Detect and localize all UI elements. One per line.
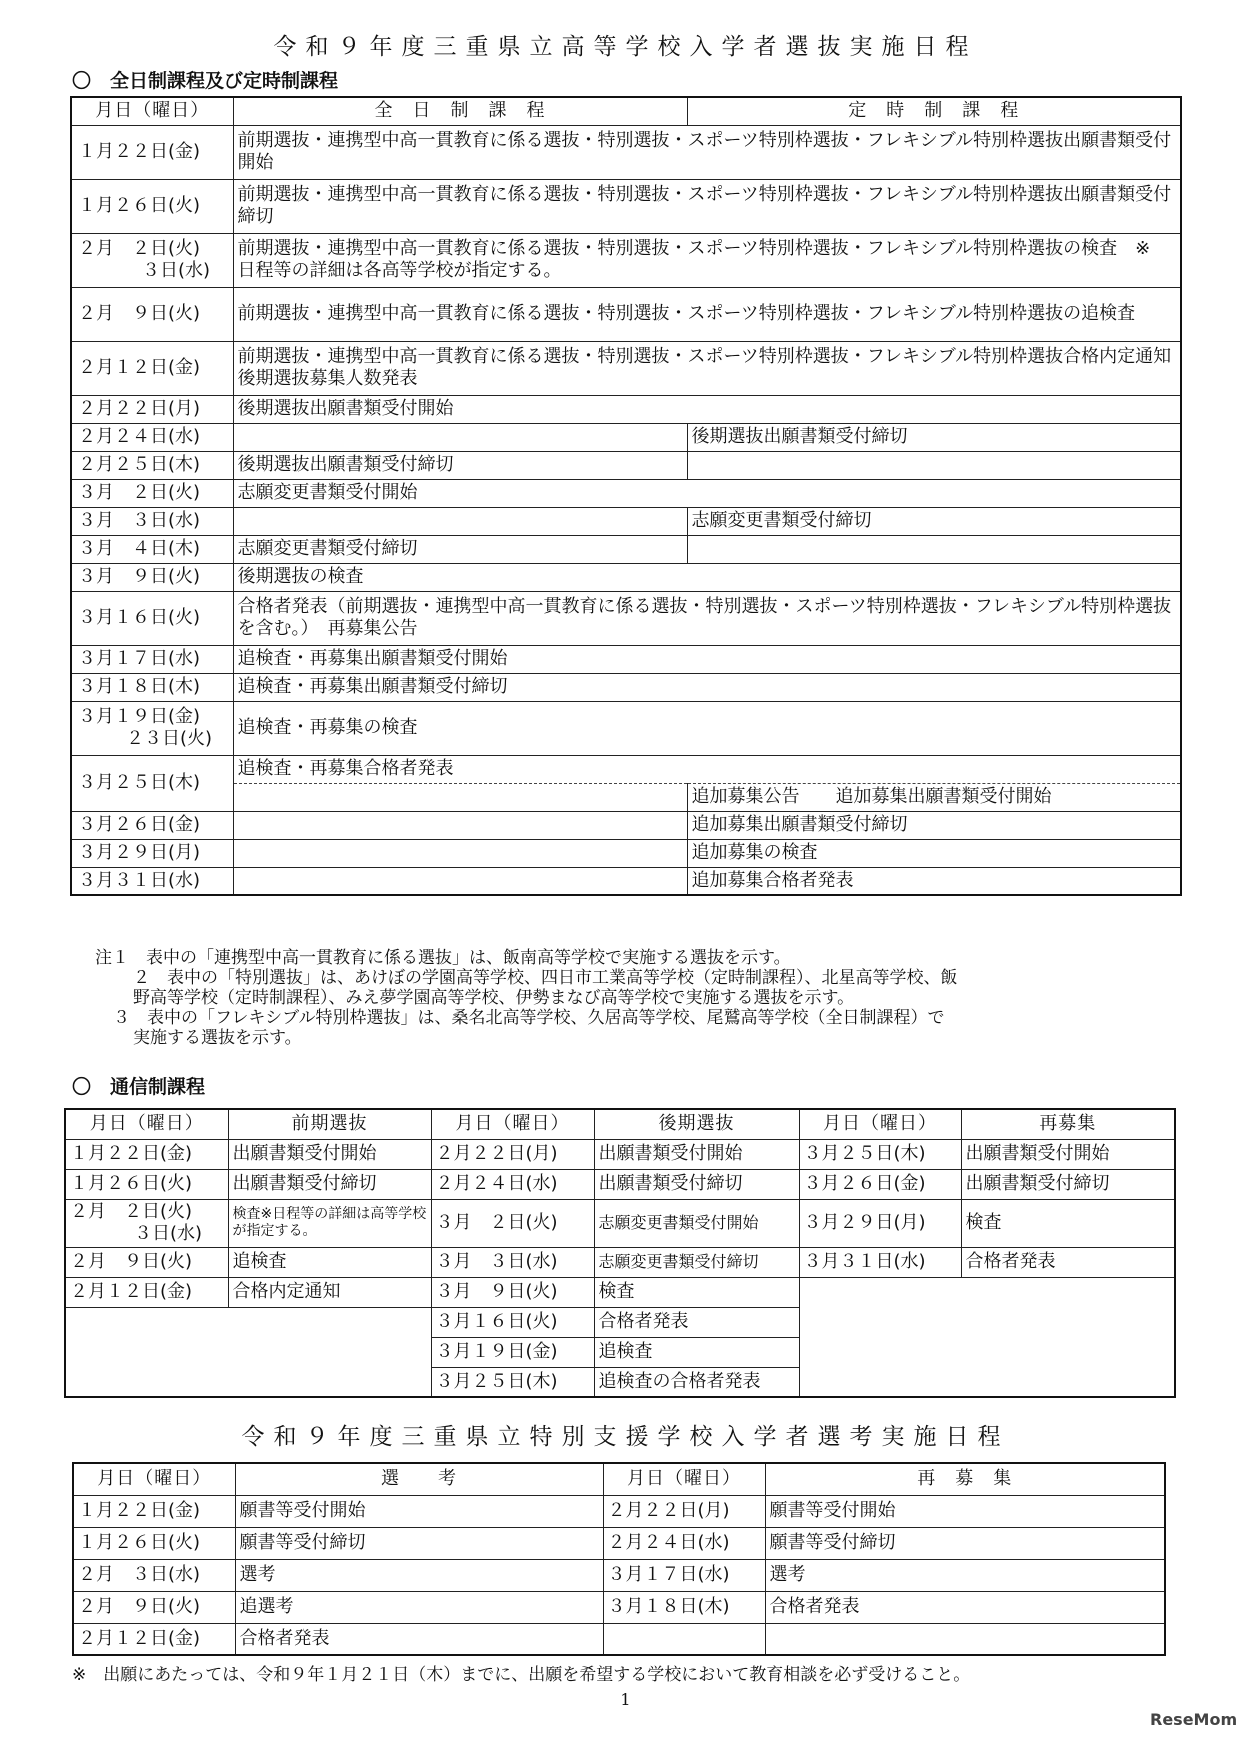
- event-cell-fulltime: [233, 839, 687, 867]
- date-cell: ３月２６日(金): [799, 1169, 961, 1199]
- event-cell: 合格者発表（前期選抜・連携型中高一貫教育に係る選抜・特別選抜・スポーツ特別枠選抜・フレキシブル特別枠選抜を含む。） 再募集公告: [233, 591, 1181, 645]
- header-date: 月日（曜日）: [799, 1109, 961, 1139]
- date-cell: ３月１９日(金): [431, 1337, 594, 1367]
- event-cell: 願書等受付締切: [235, 1527, 603, 1559]
- empty-cell: [765, 1623, 1165, 1655]
- date-cell: ３月 ４日(木): [71, 535, 233, 563]
- notes: [95, 948, 1175, 1048]
- event-cell: 出願書類受付開始: [228, 1139, 431, 1169]
- date-cell: １月２６日(火): [65, 1169, 228, 1199]
- event-cell: 追検査・再募集合格者発表: [233, 755, 1181, 783]
- event-cell: 追選考: [235, 1591, 603, 1623]
- date-cell: ２月１２日(金): [73, 1623, 235, 1655]
- header-selection: 選 考: [235, 1463, 603, 1495]
- event-cell-fulltime: [233, 811, 687, 839]
- event-cell: 選考: [765, 1559, 1165, 1591]
- header-late: 後期選抜: [594, 1109, 799, 1139]
- header-re-recruit: 再募集: [961, 1109, 1175, 1139]
- event-cell: 追検査: [228, 1247, 431, 1277]
- header-re-recruit: 再 募 集: [765, 1463, 1165, 1495]
- event-cell: 後期選抜の検査: [233, 563, 1181, 591]
- event-cell: 志願変更書類受付開始: [594, 1199, 799, 1247]
- date-cell: ２月 ２日(火) ３日(水): [65, 1199, 228, 1247]
- date-cell: ２月２２日(月): [71, 395, 233, 423]
- event-cell: 出願書類受付開始: [961, 1139, 1175, 1169]
- section-heading-fulltime: 〇 全日制課程及び定時制課程: [72, 70, 339, 92]
- date-cell: ３月 ２日(火): [431, 1199, 594, 1247]
- header-date: 月日（曜日）: [603, 1463, 765, 1495]
- header-date: 月日（曜日）: [73, 1463, 235, 1495]
- page-title: 令和９年度三重県立高等学校入学者選抜実施日程: [273, 34, 978, 60]
- event-cell: 追検査・再募集出願書類受付締切: [233, 673, 1181, 701]
- event-cell-parttime: 志願変更書類受付締切: [687, 507, 1181, 535]
- empty-cell: [65, 1307, 431, 1397]
- date-cell: ２月 ９日(火): [73, 1591, 235, 1623]
- date-cell: １月２２日(金): [71, 125, 233, 179]
- date-cell: ２月２４日(水): [71, 423, 233, 451]
- date-cell: ２月２５日(木): [71, 451, 233, 479]
- date-cell: ３月２９日(月): [71, 839, 233, 867]
- date-cell: １月２６日(火): [71, 179, 233, 233]
- date-cell: ３月２６日(金): [71, 811, 233, 839]
- date-cell: ２月２４日(水): [603, 1527, 765, 1559]
- date-cell: ３月１９日(金) ２３日(火): [71, 701, 233, 755]
- event-cell: 志願変更書類受付開始: [233, 479, 1181, 507]
- note-2-cont: 野高等学校（定時制課程）、みえ夢学園高等学校、伊勢まなび高等学校で実施する選抜を示す。: [133, 988, 855, 1008]
- date-cell: ３月 ３日(水): [431, 1247, 594, 1277]
- date-cell: ２月２２日(月): [603, 1495, 765, 1527]
- date-cell: ３月１６日(火): [71, 591, 233, 645]
- event-cell: 後期選抜出願書類受付開始: [233, 395, 1181, 423]
- event-cell: 合格者発表: [765, 1591, 1165, 1623]
- date-cell: ３月２５日(木): [71, 755, 233, 811]
- schedule-table-correspondence: [64, 1108, 1176, 1398]
- header-early: 前期選抜: [228, 1109, 431, 1139]
- event-cell: 出願書類受付締切: [594, 1169, 799, 1199]
- event-cell: 追検査の合格者発表: [594, 1367, 799, 1397]
- event-cell: 追検査・再募集の検査: [233, 701, 1181, 755]
- date-cell: ３月１８日(木): [603, 1591, 765, 1623]
- event-cell: 願書等受付開始: [765, 1495, 1165, 1527]
- event-cell: 出願書類受付開始: [594, 1139, 799, 1169]
- resemom-logo: ReseMom: [1150, 1710, 1238, 1729]
- event-cell-fulltime: [233, 783, 687, 811]
- date-cell: ２月１２日(金): [71, 341, 233, 395]
- event-cell: 合格者発表: [235, 1623, 603, 1655]
- date-cell: ３月１８日(木): [71, 673, 233, 701]
- date-cell: ３月３１日(水): [799, 1247, 961, 1277]
- event-cell: 出願書類受付締切: [961, 1169, 1175, 1199]
- event-cell: 願書等受付開始: [235, 1495, 603, 1527]
- event-cell-parttime: 追加募集出願書類受付締切: [687, 811, 1181, 839]
- event-cell: 合格者発表: [594, 1307, 799, 1337]
- event-cell-parttime: [687, 535, 1181, 563]
- date-cell: ３月１６日(火): [431, 1307, 594, 1337]
- event-cell-fulltime: 志願変更書類受付締切: [233, 535, 687, 563]
- event-cell: 選考: [235, 1559, 603, 1591]
- empty-cell: [603, 1623, 765, 1655]
- date-cell: ２月 ２日(火) ３日(水): [71, 233, 233, 287]
- event-cell-parttime: 追加募集公告 追加募集出願書類受付開始: [687, 783, 1181, 811]
- date-cell: ３月３１日(水): [71, 867, 233, 895]
- event-cell: 検査: [961, 1199, 1175, 1247]
- event-cell: 合格内定通知: [228, 1277, 431, 1307]
- date-cell: ３月１７日(水): [603, 1559, 765, 1591]
- event-cell-parttime: 後期選抜出願書類受付締切: [687, 423, 1181, 451]
- date-cell: ２月２２日(月): [431, 1139, 594, 1169]
- event-cell: 前期選抜・連携型中高一貫教育に係る選抜・特別選抜・スポーツ特別枠選抜・フレキシブル特別枠選抜出願書類受付開始: [233, 125, 1181, 179]
- note-1: 注１ 表中の「連携型中高一貫教育に係る選抜」は、飯南高等学校で実施する選抜を示す。: [95, 948, 791, 968]
- event-cell-fulltime: [233, 867, 687, 895]
- event-cell: 前期選抜・連携型中高一貫教育に係る選抜・特別選抜・スポーツ特別枠選抜・フレキシブル特別枠選抜出願書類受付締切: [233, 179, 1181, 233]
- date-cell: ３月 ２日(火): [71, 479, 233, 507]
- empty-cell: [799, 1277, 1175, 1397]
- event-cell: 追検査: [594, 1337, 799, 1367]
- event-cell-parttime: 追加募集合格者発表: [687, 867, 1181, 895]
- event-cell: 前期選抜・連携型中高一貫教育に係る選抜・特別選抜・スポーツ特別枠選抜・フレキシブル特別枠選抜の検査 ※ 日程等の詳細は各高等学校が指定する。: [233, 233, 1181, 287]
- header-date: 月日（曜日）: [71, 97, 233, 125]
- date-cell: ３月 ９日(火): [71, 563, 233, 591]
- header-fulltime: 全 日 制 課 程: [233, 97, 687, 125]
- event-cell-fulltime: [233, 507, 687, 535]
- date-cell: ２月 ９日(火): [71, 287, 233, 341]
- date-cell: ３月 ９日(火): [431, 1277, 594, 1307]
- date-cell: １月２６日(火): [73, 1527, 235, 1559]
- note-3: ３ 表中の「フレキシブル特別枠選抜」は、桑名北高等学校、久居高等学校、尾鷲高等学校（全日制課程）で: [113, 1008, 945, 1028]
- event-cell: 合格者発表: [961, 1247, 1175, 1277]
- date-cell: ２月２４日(水): [431, 1169, 594, 1199]
- date-cell: ２月 ９日(火): [65, 1247, 228, 1277]
- event-cell: 検査: [594, 1277, 799, 1307]
- event-cell: 願書等受付締切: [765, 1527, 1165, 1559]
- date-cell: ２月１２日(金): [65, 1277, 228, 1307]
- footnote: ※ 出願にあたっては、令和９年１月２１日（木）までに、出願を希望する学校において教育相談を必ず受けること。: [72, 1665, 971, 1685]
- event-cell: 検査※日程等の詳細は高等学校が指定する。: [228, 1199, 431, 1247]
- date-cell: １月２２日(金): [73, 1495, 235, 1527]
- date-cell: ３月２５日(木): [799, 1139, 961, 1169]
- page-title-special-support: 令和９年度三重県立特別支援学校入学者選考実施日程: [241, 1424, 1010, 1450]
- date-cell: ３月２９日(月): [799, 1199, 961, 1247]
- date-cell: ２月 ３日(水): [73, 1559, 235, 1591]
- header-date: 月日（曜日）: [431, 1109, 594, 1139]
- schedule-table-special-support: [72, 1462, 1166, 1656]
- event-cell: 志願変更書類受付締切: [594, 1247, 799, 1277]
- event-cell-fulltime: 後期選抜出願書類受付締切: [233, 451, 687, 479]
- event-cell-parttime: 追加募集の検査: [687, 839, 1181, 867]
- schedule-table-fulltime: [70, 96, 1190, 896]
- event-cell: 出願書類受付締切: [228, 1169, 431, 1199]
- event-cell: 追検査・再募集出願書類受付開始: [233, 645, 1181, 673]
- header-date: 月日（曜日）: [65, 1109, 228, 1139]
- page-number: 1: [620, 1690, 631, 1709]
- date-cell: １月２２日(金): [65, 1139, 228, 1169]
- event-cell-parttime: [687, 451, 1181, 479]
- note-3-cont: 実施する選抜を示す。: [133, 1028, 302, 1048]
- event-cell: 前期選抜・連携型中高一貫教育に係る選抜・特別選抜・スポーツ特別枠選抜・フレキシブル特別枠選抜の追検査: [233, 287, 1181, 341]
- date-cell: ３月２５日(木): [431, 1367, 594, 1397]
- section-heading-correspondence: 〇 通信制課程: [72, 1076, 206, 1098]
- event-cell-fulltime: [233, 423, 687, 451]
- event-cell: 前期選抜・連携型中高一貫教育に係る選抜・特別選抜・スポーツ特別枠選抜・フレキシブル特別枠選抜合格内定通知 後期選抜募集人数発表: [233, 341, 1181, 395]
- header-parttime: 定 時 制 課 程: [687, 97, 1181, 125]
- date-cell: ３月１７日(水): [71, 645, 233, 673]
- date-cell: ３月 ３日(水): [71, 507, 233, 535]
- note-2: ２ 表中の「特別選抜」は、あけぼの学園高等学校、四日市工業高等学校（定時制課程）、北星高等学校、飯: [133, 968, 958, 988]
